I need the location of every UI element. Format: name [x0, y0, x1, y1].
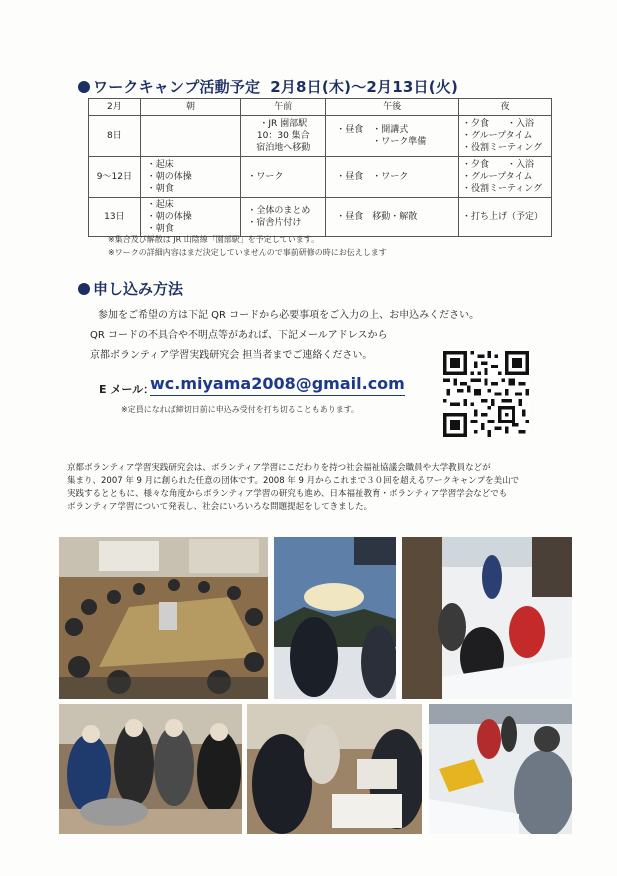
application-line: QR コードの不具合や不明点等があれば、下記メールアドレスから [90, 330, 388, 341]
table-row [89, 198, 552, 237]
cell-line: ・宿舎片付け [247, 218, 302, 228]
cell-line: ・朝の体操 [146, 212, 192, 222]
cell-line: ・打ち上げ（予定） [462, 212, 544, 222]
table-row [89, 116, 552, 157]
schedule-dates: 2月8日(木)〜2月13日(火) [270, 78, 459, 96]
application-heading [78, 278, 183, 299]
table-row [89, 157, 552, 198]
schedule-heading [78, 76, 458, 97]
cell-line: ・ワーク準備 [336, 137, 427, 147]
row-pm [326, 116, 459, 157]
cell-line: ・ワーク [247, 172, 284, 182]
row-am [241, 116, 326, 157]
about-line: 京都ボランティア学習実践研究会は、ボランティア学習にこだわりを持つ社会福祉協議会職員や大学教員などが [67, 463, 491, 473]
photo-group-meeting [59, 537, 268, 699]
row-day: 13日 [89, 198, 141, 237]
table-header-row [89, 99, 552, 116]
application-text [90, 306, 479, 366]
cell-line: ・役割ミーティング [462, 143, 543, 153]
bullet-dot-icon [78, 283, 90, 295]
cell-line: ・昼食 ・開講式 [336, 125, 409, 135]
cell-line: ・昼食 ・ワーク [336, 172, 409, 182]
cell-line: ・朝食 [146, 184, 174, 194]
schedule-table [88, 98, 552, 237]
about-line: ボランティア学習について発表し、社会にいろいろな問題提起をしてきました。 [67, 502, 373, 512]
cell-line: 10：30 集合 [256, 131, 310, 141]
cell-line: ・全体のまとめ [247, 206, 311, 216]
email-link[interactable]: wc.miyama2008@gmail.com [150, 374, 405, 396]
row-am [241, 198, 326, 237]
photo-cooking [59, 704, 242, 834]
cell-line: ・JR 園部駅 [259, 119, 308, 129]
header-pm: 午後 [326, 99, 459, 116]
photo-snow-shoveling [402, 537, 572, 699]
about-line: 集まり、2007 年 9 月に創られた任意の団体です。2008 年 9 月からこれまで３０回を超えるワークキャンプを美山で [67, 476, 520, 486]
cell-line: ・起床 [146, 200, 174, 210]
row-pm [326, 198, 459, 237]
photo-workshop-writing [247, 704, 422, 834]
email-note: ※定員になれば締切日前に申込み受付を打ち切ることもあります。 [121, 405, 360, 414]
row-morning [140, 157, 241, 198]
cell-line: ・グループタイム [462, 131, 533, 141]
schedule-title: ワークキャンプ活動予定 [93, 78, 261, 96]
row-pm [326, 157, 459, 198]
cell-line: ・グループタイム [462, 172, 533, 182]
bullet-dot-icon [78, 81, 90, 93]
cell-line: ・朝食 [146, 224, 174, 234]
row-night [459, 157, 552, 198]
header-am: 午前 [241, 99, 326, 116]
application-line: 参加をご希望の方は下記 QR コードから必要事項をご入力の上、お申込みください。 [98, 310, 480, 321]
row-night [459, 116, 552, 157]
organization-description [67, 462, 547, 514]
row-am [241, 157, 326, 198]
cell-line: ・起床 [146, 160, 174, 170]
row-day: 8日 [89, 116, 141, 157]
header-night: 夜 [459, 99, 552, 116]
cell-line: ・夕食 ・入浴 [462, 160, 535, 170]
cell-line: ・昼食 移動・解散 [336, 212, 418, 222]
schedule-note-1: ※集合及び解散は JR 山陰線「園部駅」を予定しています。 [108, 235, 320, 244]
application-title: 申し込み方法 [93, 280, 184, 298]
cell-line: ・朝の体操 [146, 172, 192, 182]
schedule-note-2: ※ワークの詳細内容はまだ決定していませんので事前研修の時にお伝えします [108, 248, 387, 257]
row-day: 9〜12日 [89, 157, 141, 198]
row-morning [140, 116, 241, 157]
cell-line: ・夕食 ・入浴 [462, 119, 535, 129]
header-month: 2月 [89, 99, 141, 116]
cell-line: 宿泊地へ移動 [256, 143, 311, 153]
email-label: E メール： [99, 383, 155, 396]
about-line: 実践するとともに、様々な角度からボランティア学習の研究も進め、日本福祉教育・ボランティア学習学会などでも [67, 489, 508, 499]
application-line: 京都ボランティア学習実践研究会 担当者までご連絡ください。 [90, 350, 373, 361]
photo-snow-removal [429, 704, 572, 834]
photo-sunset-snow [274, 537, 396, 699]
qr-code[interactable] [443, 351, 529, 437]
row-night [459, 198, 552, 237]
cell-line: ・役割ミーティング [462, 184, 543, 194]
row-morning [140, 198, 241, 237]
header-morning: 朝 [140, 99, 241, 116]
